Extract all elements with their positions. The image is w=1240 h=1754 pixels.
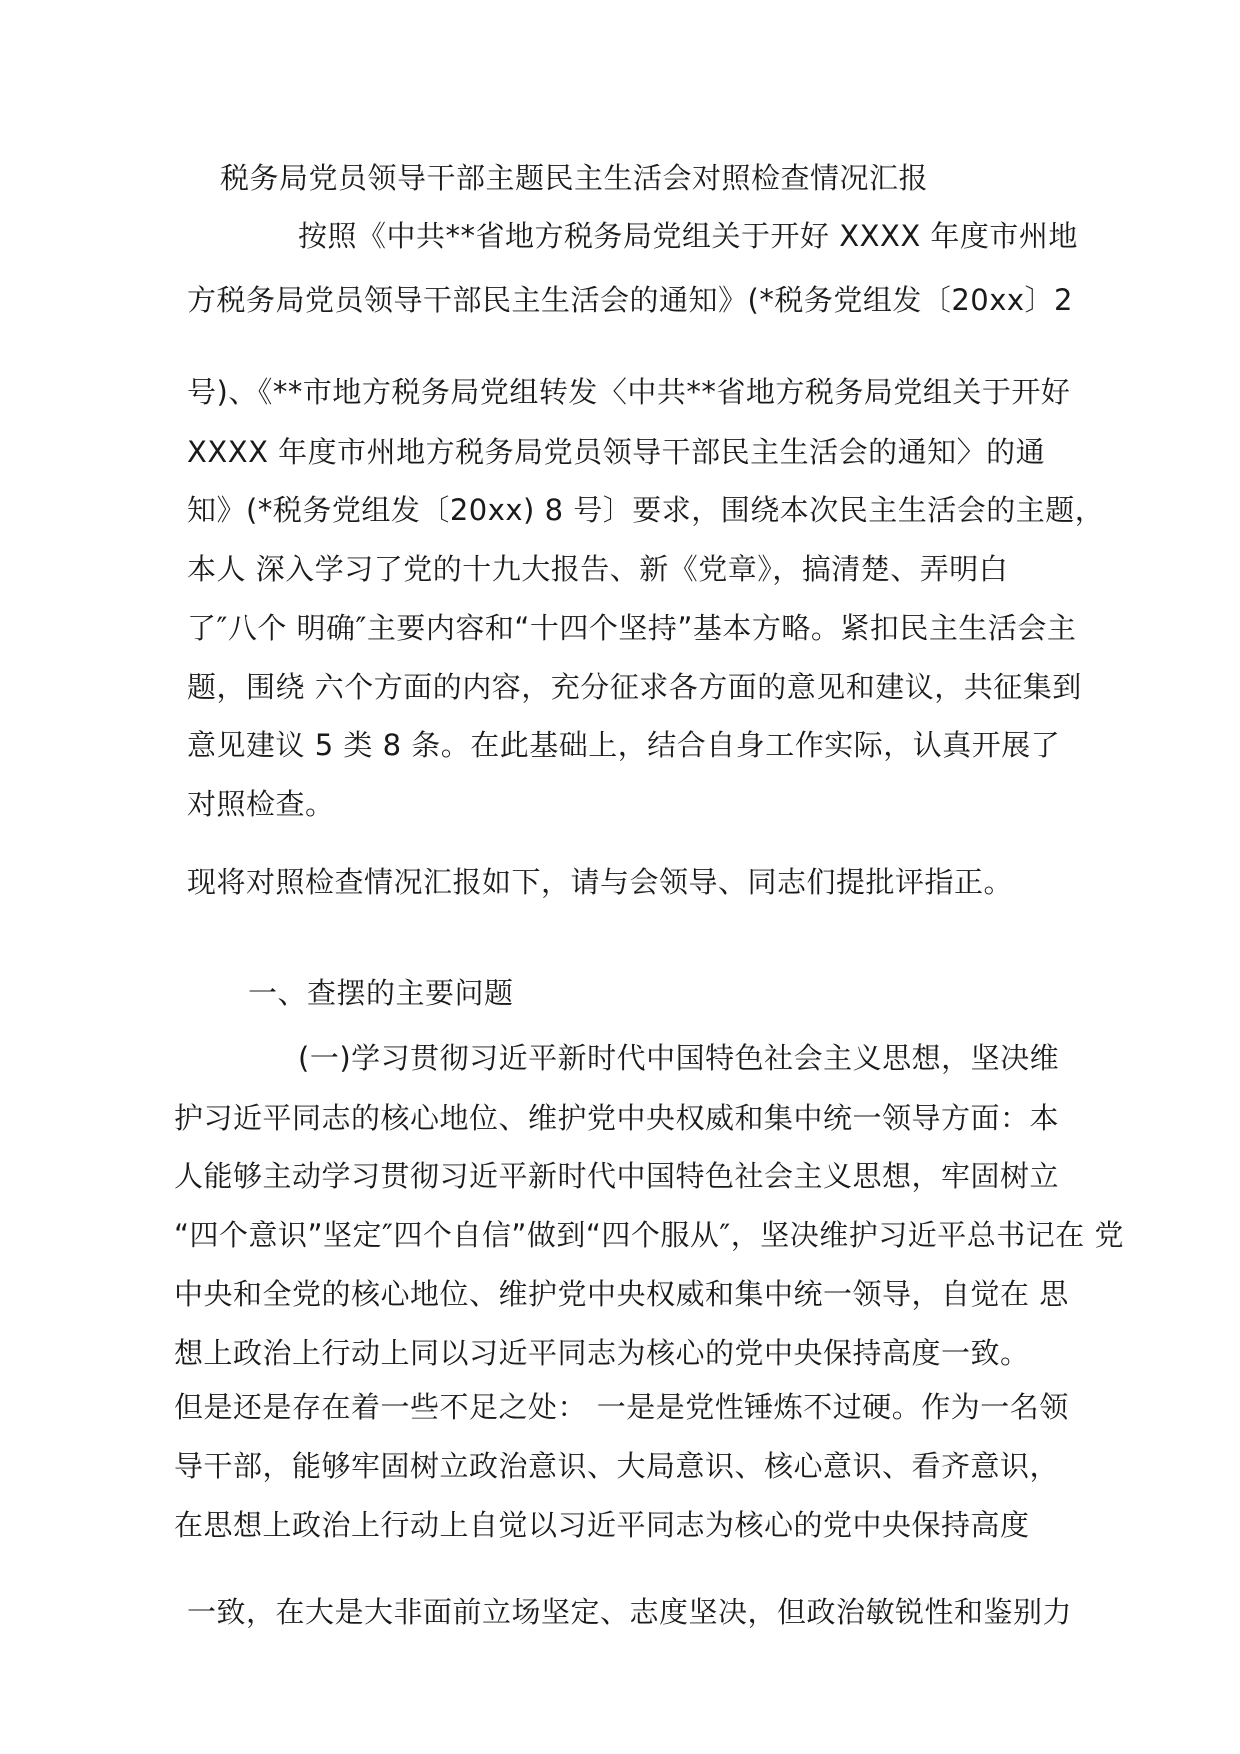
paragraph-line: 意见建议 5 类 8 条。在此基础上，结合自身工作实际，认真开展了 [187, 728, 1061, 762]
paragraph-line: XXXX 年度市州地方税务局党员领导干部民主生活会的通知〉的通 [187, 435, 1046, 469]
paragraph-line: 护习近平同志的核心地位、维护党中央权威和集中统一领导方面：本 [174, 1101, 1060, 1135]
paragraph-line: 导干部，能够牢固树立政治意识、大局意识、核心意识、看齐意识， [174, 1449, 1060, 1483]
paragraph-line: 题，围绕 六个方面的内容，充分征求各方面的意见和建议，共征集到 [187, 670, 1082, 704]
paragraph-line: 现将对照检查情况汇报如下，请与会领导、同志们提批评指正。 [187, 865, 1014, 899]
paragraph-line: 对照检查。 [187, 787, 335, 821]
paragraph-line: 人能够主动学习贯彻习近平新时代中国特色社会主义思想，牢固树立 [174, 1159, 1060, 1193]
paragraph-line: 号)、《**市地方税务局党组转发〈中共**省地方税务局党组关于开好 [187, 375, 1071, 409]
document-title: 税务局党员领导干部主题民主生活会对照检查情况汇报 [220, 161, 929, 195]
paragraph-line: 了″八个 明确″主要内容和“十四个坚持”基本方略。紧扣民主生活会主 [187, 611, 1077, 645]
paragraph-line: 按照《中共**省地方税务局党组关于开好 XXXX 年度市州地 [298, 219, 1078, 253]
paragraph-line: 在思想上政治上行动上自觉以习近平同志为核心的党中央保持高度 [174, 1508, 1030, 1542]
section-heading: 一、查摆的主要问题 [248, 976, 514, 1010]
subsection-heading: (一)学习贯彻习近平新时代中国特色社会主义思想，坚决维 [298, 1041, 1060, 1075]
paragraph-line: 方税务局党员领导干部民主生活会的通知》(*税务党组发〔20xx〕2 [187, 283, 1073, 317]
paragraph-line: “四个意识”坚定″四个自信”做到“四个服从″，坚决维护习近平总书记在 党 [174, 1218, 1124, 1252]
paragraph-line: 本人 深入学习了党的十九大报告、新《党章》，搞清楚、弄明白 [187, 552, 1009, 586]
paragraph-line: 一致，在大是大非面前立场坚定、志度坚决，但政治敏锐性和鉴别力 [187, 1595, 1073, 1629]
paragraph-line: 中央和全党的核心地位、维护党中央权威和集中统一领导，自觉在 思 [174, 1277, 1069, 1311]
paragraph-line: 但是还是存在着一些不足之处： 一是是党性锤炼不过硬。作为一名领 [174, 1390, 1069, 1424]
paragraph-line: 想上政治上行动上同以习近平同志为核心的党中央保持高度一致。 [174, 1336, 1030, 1370]
paragraph-line: 知》(*税务党组发〔20xx) 8 号〕要求，围绕本次民主生活会的主题， [187, 493, 1105, 527]
